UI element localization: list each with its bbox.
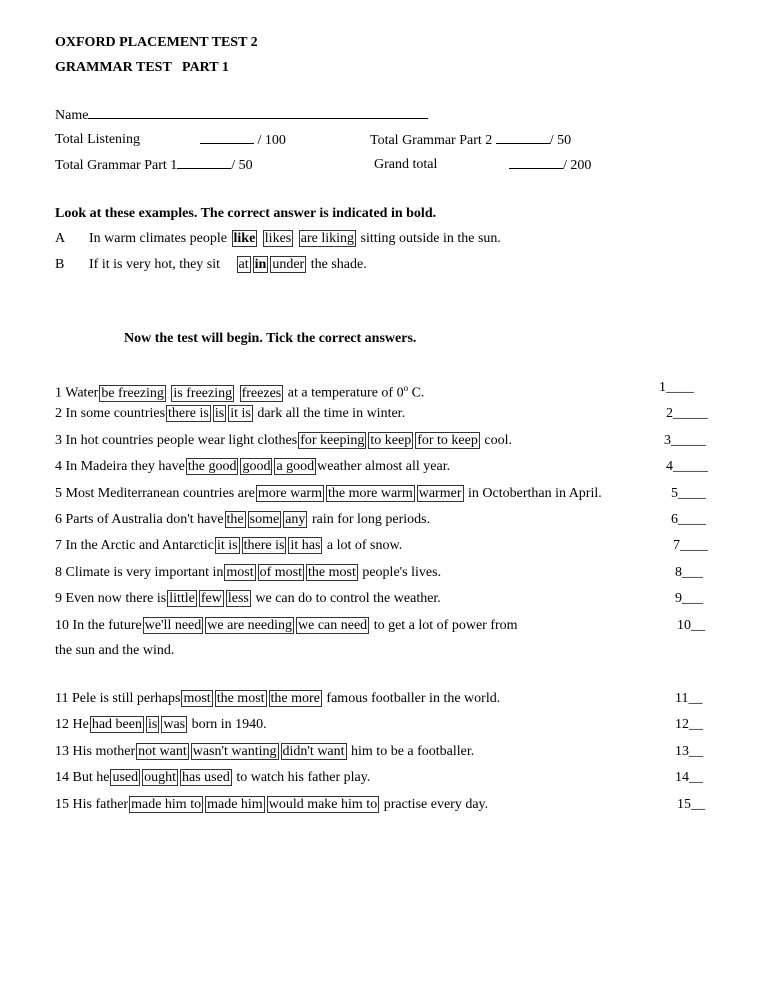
begin-instruction: Now the test will begin. Tick the correct answers. — [124, 331, 417, 346]
example-a-letter: A — [55, 231, 66, 246]
answer-option[interactable]: most — [183, 691, 211, 706]
answer-option[interactable]: for to keep — [417, 433, 478, 448]
question-row — [55, 537, 402, 555]
total-grammar1-field[interactable] — [55, 156, 253, 175]
example-a-end: sitting outside in the sun. — [360, 231, 501, 246]
question-end: to get a lot of power from — [373, 618, 518, 633]
question-row — [55, 432, 512, 450]
answer-option[interactable]: good — [242, 459, 271, 474]
answer-option[interactable]: not want — [138, 744, 187, 759]
answer-blank[interactable]: 13__ — [675, 744, 703, 759]
question-end: dark all the time in winter. — [257, 406, 406, 421]
example-b-option[interactable]: under — [272, 257, 305, 272]
example-b-option[interactable]: in — [254, 257, 267, 272]
answer-option[interactable]: we are needing — [207, 618, 292, 633]
question-stem: 6 Parts of Australia don't have — [55, 512, 224, 527]
total-grammar1-label: Total Grammar Part 1 — [55, 158, 178, 173]
answer-blank[interactable]: 4_____ — [666, 459, 708, 474]
answer-blank[interactable]: 9___ — [675, 591, 703, 606]
total-grammar2-label: Total Grammar Part 2 — [370, 133, 493, 148]
question-end: famous footballer in the world. — [326, 691, 501, 706]
question-end: weather almost all year. — [317, 459, 451, 474]
answer-option[interactable]: it is — [217, 538, 238, 553]
answer-blank[interactable]: 15__ — [677, 797, 705, 812]
answer-option[interactable]: made him to — [131, 797, 202, 812]
question-end: cool. — [484, 433, 512, 448]
example-b-option[interactable]: at — [238, 257, 249, 272]
answer-blank[interactable]: 7____ — [673, 538, 708, 553]
question-stem: 13 His mother — [55, 744, 136, 759]
answer-option[interactable]: less — [227, 591, 249, 606]
answer-blank[interactable]: 11__ — [675, 691, 703, 706]
answer-blank[interactable]: 8___ — [675, 565, 703, 580]
question-end: him to be a footballer. — [351, 744, 475, 759]
question-stem: 3 In hot countries people wear light clothes — [55, 433, 298, 448]
total-listening-max: / 100 — [257, 133, 286, 148]
answer-blank[interactable]: 10__ — [677, 618, 705, 633]
answer-option[interactable]: to keep — [370, 433, 412, 448]
answer-option[interactable]: used — [112, 770, 139, 785]
answer-option[interactable]: it has — [290, 538, 321, 553]
page-subtitle: GRAMMAR TEST PART 1 — [55, 60, 229, 75]
grand-total-max: / 200 — [563, 158, 592, 173]
question-row — [55, 564, 441, 582]
total-listening-blank[interactable] — [200, 131, 254, 144]
answer-option[interactable]: most — [226, 565, 254, 580]
answer-option[interactable]: few — [200, 591, 222, 606]
grand-total-field[interactable] — [509, 156, 591, 175]
question-stem: 7 In the Arctic and Antarctic — [55, 538, 214, 553]
answer-option[interactable]: made him — [207, 797, 263, 812]
question-end: rain for long periods. — [311, 512, 431, 527]
question-continuation: the sun and the wind. — [55, 643, 175, 658]
example-b-stem: If it is very hot, they sit — [89, 257, 221, 272]
example-a-option[interactable]: likes — [264, 231, 292, 246]
question-stem: 8 Climate is very important in — [55, 565, 224, 580]
answer-option[interactable]: warmer — [418, 486, 462, 501]
answer-option[interactable]: a good — [276, 459, 315, 474]
question-end: people's lives. — [362, 565, 442, 580]
answer-option[interactable]: didn't want — [282, 744, 345, 759]
answer-option[interactable]: more warm — [257, 486, 322, 501]
examples-instruction: Look at these examples. The correct answer is indicated in bold. — [55, 206, 437, 221]
answer-option[interactable]: is freezing — [173, 385, 233, 401]
question-row — [55, 458, 450, 476]
question-stem: 4 In Madeira they have — [55, 459, 185, 474]
name-label: Name — [55, 108, 89, 123]
question-row — [55, 405, 405, 423]
question-row — [55, 511, 430, 529]
name-field[interactable] — [55, 106, 428, 125]
answer-option[interactable]: is — [147, 717, 158, 732]
example-b — [89, 256, 367, 274]
degree-superscript: o — [403, 383, 409, 393]
question-row — [55, 743, 474, 761]
answer-blank[interactable]: 1____ — [659, 380, 694, 395]
question-stem: 2 In some countries — [55, 406, 166, 421]
question-stem: 14 But he — [55, 770, 110, 785]
question-row — [55, 617, 518, 635]
answer-option[interactable]: some — [249, 512, 280, 527]
question-end: C. — [408, 385, 425, 401]
answer-option[interactable]: ought — [144, 770, 177, 785]
example-b-end: the shade. — [310, 257, 367, 272]
answer-option[interactable]: we'll need — [144, 618, 202, 633]
answer-option[interactable]: the most — [308, 565, 356, 580]
total-grammar1-max: / 50 — [231, 158, 253, 173]
grand-total-blank[interactable] — [509, 156, 563, 169]
answer-option[interactable]: be freezing — [101, 385, 164, 401]
total-grammar2-max: / 50 — [549, 133, 572, 148]
question-end: at a temperature of 0 — [287, 385, 404, 401]
answer-blank[interactable]: 2_____ — [666, 406, 708, 421]
question-row — [55, 796, 488, 814]
total-grammar2-field[interactable] — [370, 131, 571, 150]
question-row — [55, 690, 500, 708]
answer-option[interactable]: we can need — [298, 618, 368, 633]
answer-blank[interactable]: 14__ — [675, 770, 703, 785]
question-stem: 5 Most Mediterranean countries are — [55, 486, 255, 501]
question-stem: 9 Even now there is — [55, 591, 167, 606]
grand-total-label: Grand total — [374, 157, 438, 172]
answer-blank[interactable]: 12__ — [675, 717, 703, 732]
answer-option[interactable]: was — [163, 717, 186, 732]
question-stem: 15 His father — [55, 797, 129, 812]
answer-option[interactable]: any — [285, 512, 306, 527]
question-end: in Octoberthan in April. — [468, 486, 602, 501]
question-stem: 1 Water — [55, 385, 99, 401]
total-grammar2-blank[interactable] — [496, 131, 550, 144]
question-row — [55, 485, 602, 503]
answer-option[interactable]: for keeping — [300, 433, 365, 448]
question-end: we can do to control the weather. — [255, 591, 441, 606]
question-row — [55, 379, 424, 403]
question-end: practise every day. — [383, 797, 489, 812]
example-b-letter: B — [55, 257, 65, 272]
example-a-stem: In warm climates people — [89, 231, 228, 246]
answer-option[interactable]: the more — [270, 691, 320, 706]
question-end: a lot of snow. — [326, 538, 403, 553]
answer-option[interactable]: is — [214, 406, 225, 421]
question-stem: 11 Pele is still perhaps — [55, 691, 181, 706]
answer-option[interactable]: little — [169, 591, 195, 606]
question-row — [55, 590, 441, 608]
question-end: born in 1940. — [191, 717, 267, 732]
name-blank[interactable] — [88, 106, 428, 119]
answer-option[interactable]: the more warm — [327, 486, 413, 501]
example-a — [89, 230, 501, 248]
total-grammar1-blank[interactable] — [177, 156, 231, 169]
answer-blank[interactable]: 6____ — [671, 512, 706, 527]
answer-blank[interactable]: 3_____ — [664, 433, 706, 448]
question-row — [55, 769, 370, 787]
question-end: to watch his father play. — [236, 770, 371, 785]
total-listening-label: Total Listening — [55, 132, 140, 147]
answer-option[interactable]: freezes — [241, 385, 282, 401]
total-listening-field[interactable] — [200, 131, 286, 150]
answer-option[interactable]: the most — [216, 691, 265, 706]
example-a-option[interactable]: are liking — [300, 231, 355, 246]
answer-option[interactable]: there is — [168, 406, 209, 421]
example-a-option[interactable]: like — [233, 231, 256, 246]
question-row — [55, 716, 267, 734]
answer-option[interactable]: wasn't wanting — [192, 744, 277, 759]
answer-option[interactable]: there is — [243, 538, 285, 553]
answer-blank[interactable]: 5____ — [671, 486, 706, 501]
answer-option[interactable]: the good — [187, 459, 237, 474]
answer-option[interactable]: would make him to — [268, 797, 378, 812]
page-title: OXFORD PLACEMENT TEST 2 — [55, 35, 258, 50]
question-stem: 12 He — [55, 717, 89, 732]
answer-option[interactable]: the — [226, 512, 244, 527]
answer-option[interactable]: has used — [182, 770, 230, 785]
answer-option[interactable]: of most — [259, 565, 302, 580]
answer-option[interactable]: it is — [230, 406, 251, 421]
answer-option[interactable]: had been — [91, 717, 142, 732]
question-stem: 10 In the future — [55, 618, 142, 633]
